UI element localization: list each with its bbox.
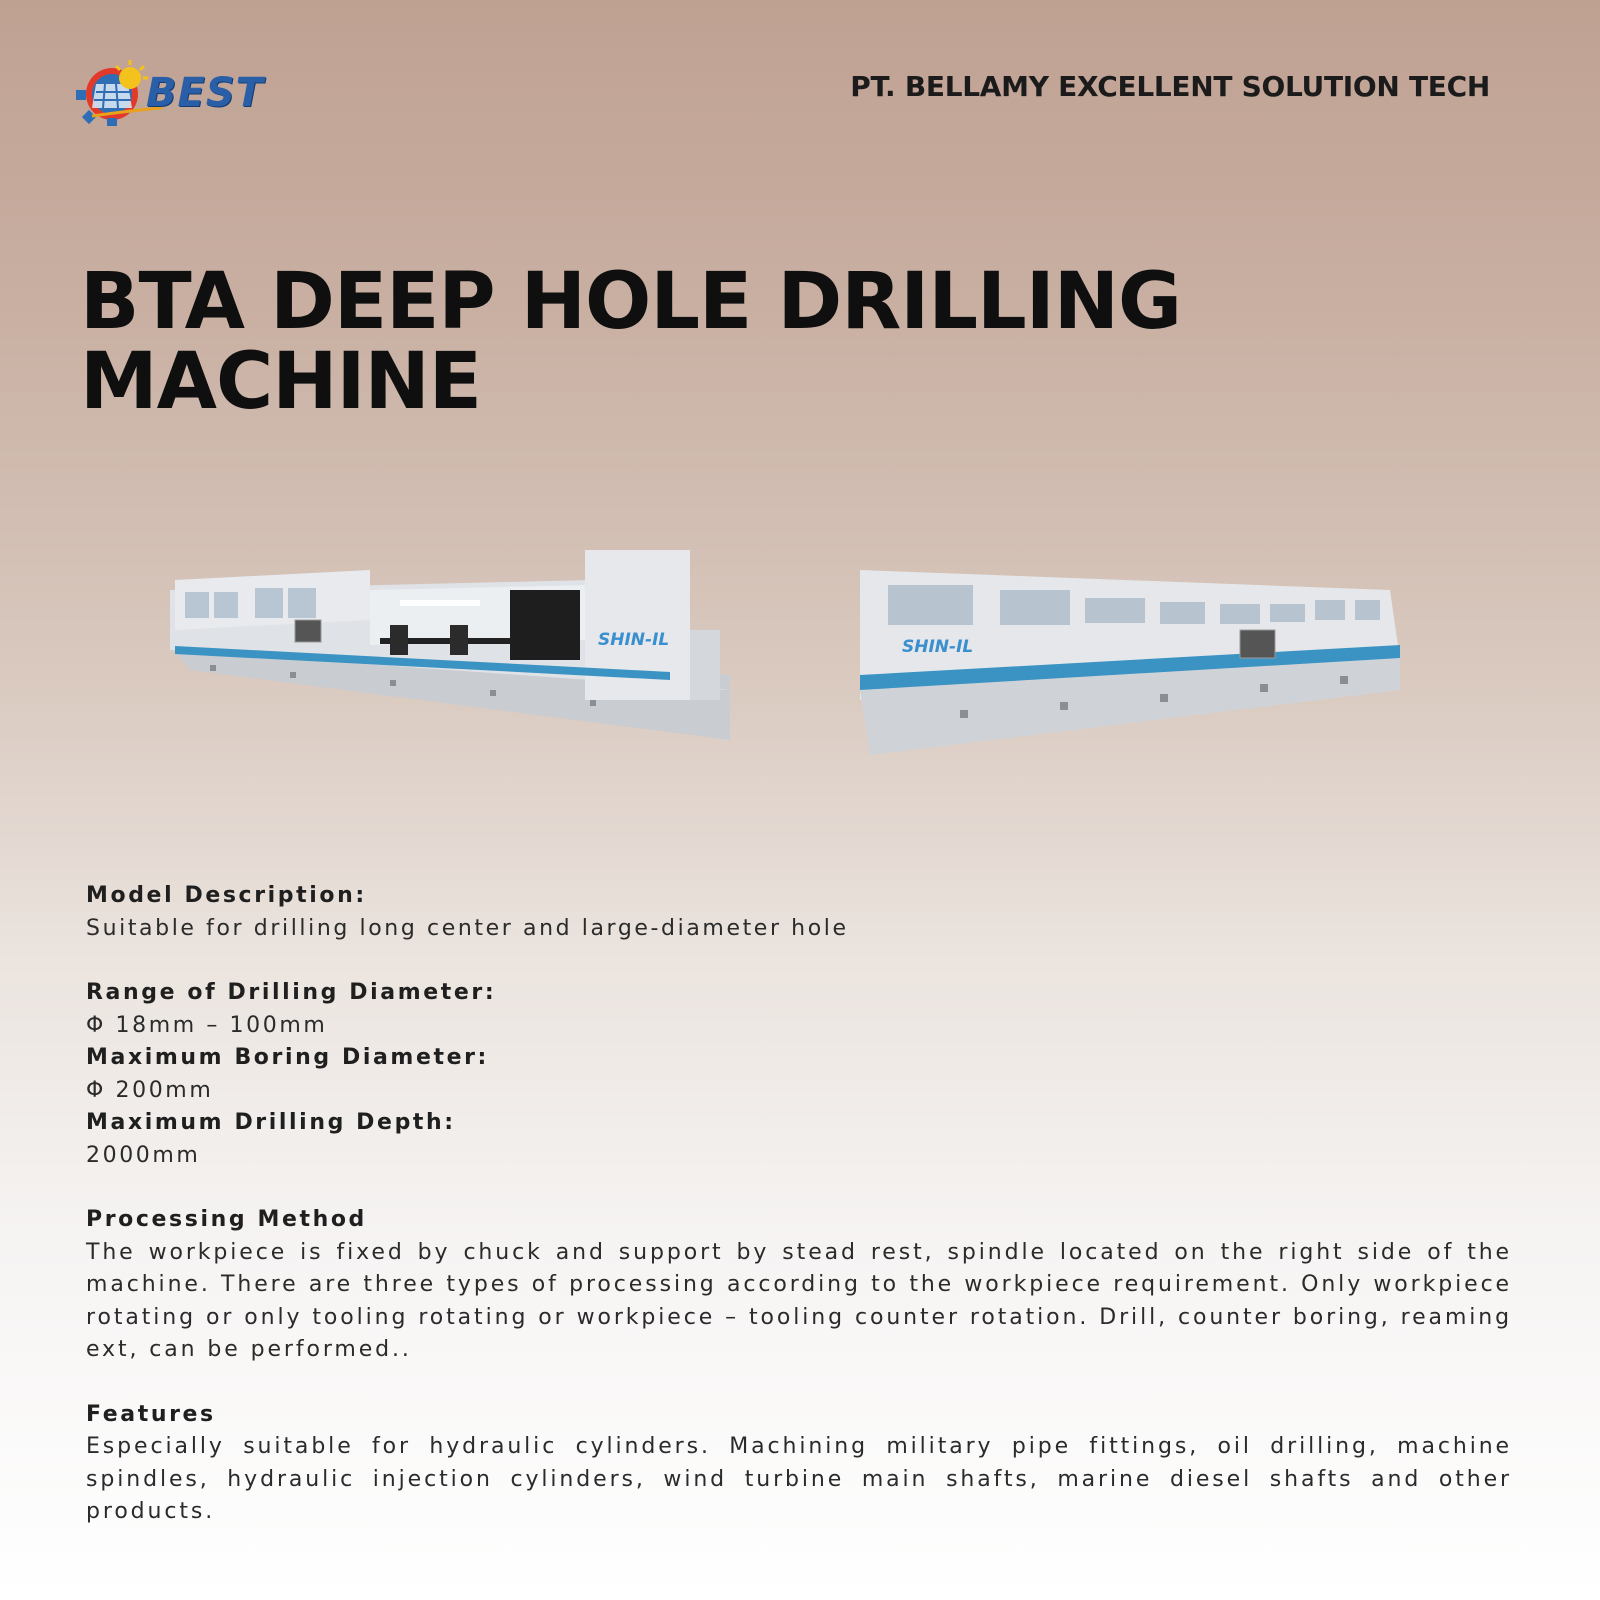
title-line-2: MACHINE <box>80 337 482 427</box>
logo-wordmark: BEST <box>146 70 264 116</box>
model-description-value: Suitable for drilling long center and large-diameter hole <box>86 915 849 941</box>
drilling-depth-label: Maximum Drilling Depth: <box>86 1110 456 1135</box>
title-line-1: BTA DEEP HOLE DRILLING <box>80 257 1182 347</box>
company-name: PT. BELLAMY EXCELLENT SOLUTION TECH <box>850 70 1490 103</box>
boring-diameter-label: Maximum Boring Diameter: <box>86 1045 489 1070</box>
model-description-label: Model Description: <box>86 883 367 908</box>
brand-label: SHIN-IL <box>598 630 670 650</box>
company-logo <box>72 56 272 128</box>
features-value: Especially suitable for hydraulic cylinders. Machining military pipe fittings, oil drilling, machine spindles, hydraulic injection cylinders, wind turbine main shafts, marine diesel shafts and other products. <box>86 1434 1512 1524</box>
processing-method-value: The workpiece is fixed by chuck and support by stead rest, spindle located on the right side of the machine. There are three types of processing according to the workpiece requirement. Only workpiece rotating or only tooling rotating or workpiece – tooling counter rotation. Drill, counter boring, reaming ext, can be performed.. <box>86 1239 1512 1362</box>
drilling-diameter-value: Φ 18mm – 100mm <box>86 1012 328 1038</box>
machine-image-right <box>860 570 1430 760</box>
spec-section <box>86 880 1512 1529</box>
features-label: Features <box>86 1401 216 1427</box>
page-title <box>80 257 1280 427</box>
machine-image-left <box>170 550 740 750</box>
processing-method-label: Processing Method <box>86 1207 367 1232</box>
brand-label-2: SHIN-IL <box>902 637 974 657</box>
drilling-diameter-label: Range of Drilling Diameter: <box>86 980 497 1005</box>
boring-diameter-value: Φ 200mm <box>86 1077 214 1103</box>
drilling-depth-value: 2000mm <box>86 1142 201 1168</box>
